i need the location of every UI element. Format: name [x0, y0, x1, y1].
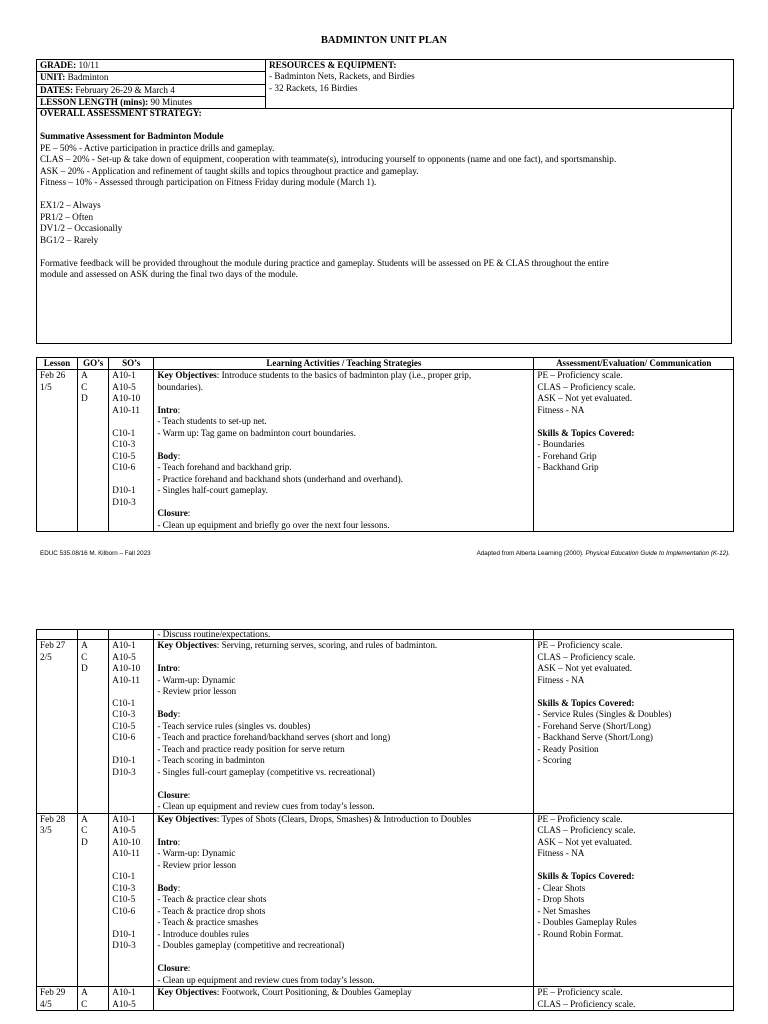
scale-item: PR1/2 – Often [40, 211, 94, 222]
assessment-line: Fitness - NA [537, 404, 585, 415]
so-item: A10-5 [112, 381, 136, 392]
so-item: C10-1 [112, 871, 136, 881]
so-item: C10-5 [112, 894, 136, 904]
blank-line [112, 917, 150, 929]
assessment-cell [534, 640, 734, 814]
unit-cell [37, 72, 266, 84]
lesson-row [37, 370, 734, 532]
assessment-line: - Backhand Serve (Short/Long) [537, 732, 653, 742]
activity-line: - Teach and practice forehand/backhand serves (short and long) [157, 732, 391, 742]
grade-value: 10/11 [78, 60, 100, 70]
scale-item: BG1/2 – Rarely [40, 234, 99, 245]
criteria-item: CLAS – 20% - Set-up & take down of equipment, cooperation with teammate(s), introducing yourself to opponents (name and one fact), and sportsmanship. [40, 154, 617, 164]
activity-line: Body: [157, 450, 181, 461]
col-activities: Learning Activities / Teaching Strategies [154, 358, 534, 370]
criteria-item: Fitness – 10% - Assessed through participation on Fitness Friday during module (March 1). [40, 177, 377, 187]
assessment-line: - Forehand Grip [537, 450, 597, 461]
length-label: LESSON LENGTH (mins): [40, 96, 149, 107]
lesson-date-cell [37, 370, 78, 532]
go-item: D [81, 393, 88, 403]
scale-item: EX1/2 – Always [40, 200, 101, 210]
blank-line [157, 393, 530, 405]
activity-line: Closure: [157, 508, 191, 518]
go-item: C [81, 381, 88, 392]
assessment-line: CLAS – Proficiency scale. [537, 381, 636, 392]
lesson-date: 3/5 [40, 825, 52, 835]
lesson-date: Feb 29 [40, 987, 66, 997]
assessment-line: PE – Proficiency scale. [537, 987, 623, 997]
feedback-text: module and assessed on ASK during the final two days of the module. [40, 269, 298, 279]
blank-line [157, 439, 530, 451]
assessment-line: PE – Proficiency scale. [537, 370, 623, 380]
footer-citation: Adapted from Alberta Learning (2000). [476, 550, 586, 557]
continued-text: - Discuss routine/expectations. [154, 630, 534, 640]
activity-line: - Teach service rules (singles vs. doubles) [157, 720, 311, 731]
so-item: C10-3 [112, 439, 136, 449]
summative-title: Summative Assessment for Badminton Module [40, 131, 224, 141]
assessment-line: Skills & Topics Covered: [537, 427, 635, 438]
assessment-line: - Forehand Serve (Short/Long) [537, 720, 651, 731]
so-item: A10-11 [112, 404, 140, 415]
blank-line [157, 497, 530, 509]
blank-line [112, 686, 150, 698]
activity-line: - Teach & practice drop shots [157, 905, 266, 916]
so-item: A10-11 [112, 674, 140, 685]
assessment-line: CLAS – Proficiency scale. [537, 825, 636, 835]
so-item: C10-1 [112, 697, 136, 708]
activity-line: Key Objectives: Introduce students to the basics of badminton play (i.e., proper grip, [157, 370, 472, 380]
go-cell [78, 370, 109, 532]
activity-line: Closure: [157, 789, 191, 800]
blank-line [157, 952, 530, 964]
so-item: D10-3 [112, 766, 136, 777]
activity-line: - Warm-up: Dynamic [157, 848, 236, 858]
so-item: C10-3 [112, 882, 136, 893]
so-item: C10-5 [112, 720, 136, 731]
go-cell [78, 813, 109, 987]
length-cell [37, 96, 266, 108]
activity-line: - Teach students to set-up net. [157, 416, 267, 426]
so-item: A10-5 [112, 651, 136, 662]
assessment-line: - Boundaries [537, 439, 585, 449]
activity-line: - Review prior lesson [157, 686, 237, 696]
assessment-line: CLAS – Proficiency scale. [537, 998, 636, 1009]
lesson-date: 4/5 [40, 998, 52, 1009]
assessment-line: - Service Rules (Singles & Doubles) [537, 709, 672, 719]
assessment-line: Skills & Topics Covered: [537, 871, 635, 881]
go-item: D [81, 663, 88, 673]
lesson-date-cell [37, 813, 78, 987]
lesson-date: Feb 28 [40, 813, 66, 824]
blank-line [157, 652, 530, 664]
go-cell [78, 640, 109, 814]
assessment-line: - Clear Shots [537, 882, 586, 893]
blank-line [112, 860, 150, 872]
so-item: A10-1 [112, 370, 136, 380]
activity-line: - Warm-up: Dynamic [157, 674, 236, 685]
activity-line: Key Objectives: Types of Shots (Clears, Drops, Smashes) & Introduction to Doubles [157, 813, 472, 824]
feedback-text: Formative feedback will be provided throughout the module during practice and gameplay. Students will be assessed on PE & CLAS throughout the entire [40, 257, 609, 268]
footer-right [477, 548, 730, 560]
blank-line [157, 871, 530, 883]
blank-line [157, 698, 530, 710]
go-item: C [81, 651, 88, 662]
activity-line: Key Objectives: Serving, returning serves, scoring, and rules of badminton. [157, 640, 438, 650]
blank-line [537, 860, 730, 872]
go-item: D [81, 836, 88, 847]
lesson-row [37, 987, 734, 1011]
activity-line: - Review prior lesson [157, 859, 237, 870]
assessment-line: Fitness - NA [537, 848, 585, 858]
blank-line [157, 778, 530, 790]
blank-line [157, 825, 530, 837]
activity-line: - Singles full-court gameplay (competitive vs. recreational) [157, 766, 375, 777]
assessment-line: Fitness - NA [537, 674, 585, 685]
activity-line: - Teach & practice clear shots [157, 894, 267, 904]
blank-line [112, 474, 150, 486]
go-item: A [81, 370, 88, 380]
so-item: C10-5 [112, 450, 136, 461]
so-item: A10-1 [112, 987, 136, 997]
grade-cell [37, 60, 266, 72]
go-item: A [81, 987, 88, 997]
activities-cell [154, 813, 534, 987]
so-item: C10-1 [112, 427, 136, 438]
so-item: C10-3 [112, 709, 136, 719]
assessment-line: - Net Smashes [537, 905, 591, 916]
header-table [36, 59, 734, 109]
activity-line: - Clean up equipment and review cues from today’s lesson. [157, 801, 375, 811]
assessment-line: ASK – Not yet evaluated. [537, 836, 633, 847]
activity-line: Intro: [157, 663, 181, 673]
assessment-cell [534, 813, 734, 987]
activity-line: Intro: [157, 404, 181, 415]
assessment-heading: OVERALL ASSESSMENT STRATEGY: [40, 108, 202, 118]
so-item: D10-1 [112, 755, 136, 765]
so-cell [109, 813, 154, 987]
go-item: C [81, 825, 88, 835]
blank-line [112, 416, 150, 428]
lesson-date: 1/5 [40, 381, 52, 392]
assessment-line: Skills & Topics Covered: [537, 697, 635, 708]
assessment-line: - Scoring [537, 755, 572, 765]
assessment-line: - Drop Shots [537, 894, 585, 904]
so-cell [109, 987, 154, 1011]
col-so: SO’s [109, 358, 154, 370]
activity-line: - Singles half-court gameplay. [157, 485, 268, 495]
footer-left: EDUC 535.08/16 M. Kilborn – Fall 2023 [40, 550, 151, 557]
so-item: C10-6 [112, 732, 136, 742]
assessment-line: PE – Proficiency scale. [537, 640, 623, 650]
activity-line: - Introduce doubles rules [157, 928, 249, 939]
grade-label: GRADE: [40, 60, 77, 70]
blank-line [537, 416, 730, 428]
criteria-item: PE – 50% - Active participation in practice drills and gameplay. [40, 142, 275, 153]
so-item: D10-1 [112, 485, 136, 495]
dates-label: DATES: [40, 84, 74, 95]
length-value: 90 Minutes [150, 96, 193, 107]
unit-value: Badminton [67, 72, 109, 83]
assessment-line: ASK – Not yet evaluated. [537, 393, 633, 403]
activity-line: boundaries). [157, 381, 203, 392]
lesson-date-cell [37, 987, 78, 1011]
assessment-cell [534, 987, 734, 1011]
go-item: A [81, 813, 88, 824]
document-title: BADMINTON UNIT PLAN [320, 35, 448, 46]
so-item: A10-1 [112, 640, 136, 650]
assessment-line: - Ready Position [537, 743, 599, 754]
activity-line: - Teach forehand and backhand grip. [157, 462, 292, 472]
so-item: A10-11 [112, 848, 140, 858]
activity-line: Intro: [157, 836, 181, 847]
unit-label: UNIT: [40, 72, 66, 83]
so-item: D10-1 [112, 928, 136, 939]
so-item: A10-10 [112, 663, 141, 673]
empty-cell [109, 630, 154, 640]
lesson-row [37, 813, 734, 987]
so-cell [109, 640, 154, 814]
assessment-line: CLAS – Proficiency scale. [537, 651, 636, 662]
so-item: D10-3 [112, 496, 136, 507]
resource-item: - 32 Rackets, 16 Birdies [269, 82, 358, 93]
footer-citation-title: Physical Education Guide to Implementation (K-12). [585, 550, 730, 557]
so-item: A10-10 [112, 393, 141, 403]
go-item: A [81, 640, 88, 650]
activity-line: - Teach & practice smashes [157, 917, 259, 927]
lesson-table-page-2 [36, 629, 734, 1011]
col-lesson: Lesson [37, 358, 78, 370]
assessment-cell [534, 370, 734, 532]
assessment-line: ASK – Not yet evaluated. [537, 663, 633, 673]
empty-cell [534, 630, 734, 640]
resources-label: RESOURCES & EQUIPMENT: [269, 60, 397, 70]
activity-line: - Teach scoring in badminton [157, 755, 265, 765]
assessment-line: PE – Proficiency scale. [537, 813, 623, 824]
resource-item: - Badminton Nets, Rackets, and Birdies [269, 71, 415, 82]
activity-line: - Teach and practice ready position for serve return [157, 743, 345, 754]
scale-item: DV1/2 – Occasionally [40, 223, 123, 233]
col-assessment: Assessment/Evaluation/ Communication [534, 358, 734, 370]
assessment-line: - Doubles Gameplay Rules [537, 917, 637, 927]
activity-line: - Clean up equipment and briefly go over the next four lessons. [157, 519, 390, 530]
lesson-date-cell [37, 640, 78, 814]
empty-cell [37, 630, 78, 640]
assessment-line: - Round Robin Format. [537, 928, 624, 939]
criteria-item: ASK – 20% - Application and refinement of taught skills and topics throughout practice and gameplay. [40, 165, 419, 176]
dates-value: February 26-29 & March 4 [75, 84, 175, 95]
col-go: GO’s [78, 358, 109, 370]
activity-line: - Practice forehand and backhand shots (underhand and overhand). [157, 473, 403, 484]
so-item: C10-6 [112, 462, 136, 472]
so-item: C10-6 [112, 905, 136, 916]
go-item: C [81, 998, 88, 1009]
so-item: A10-5 [112, 825, 136, 835]
dates-cell [37, 84, 266, 96]
lesson-date: Feb 27 [40, 640, 66, 650]
activity-line: Body: [157, 709, 181, 719]
assessment-line: - Backhand Grip [537, 462, 599, 472]
activities-cell [154, 370, 534, 532]
activity-line: Key Objectives: Footwork, Court Positioning, & Doubles Gameplay [157, 987, 412, 997]
activities-cell [154, 987, 534, 1011]
so-item: A10-10 [112, 836, 141, 847]
blank-line [112, 744, 150, 756]
so-item: A10-5 [112, 998, 136, 1009]
activity-line: - Clean up equipment and review cues from today’s lesson. [157, 974, 375, 985]
activity-line: - Warm up: Tag game on badminton court boundaries. [157, 427, 356, 438]
so-item: D10-3 [112, 940, 136, 950]
activity-line: Body: [157, 882, 181, 893]
continued-row [37, 630, 734, 640]
assessment-strategy [36, 108, 732, 344]
empty-cell [78, 630, 109, 640]
resources-cell [266, 60, 734, 109]
so-cell [109, 370, 154, 532]
lesson-table-page-1 [36, 357, 734, 532]
blank-line [537, 686, 730, 698]
lesson-row [37, 640, 734, 814]
go-cell [78, 987, 109, 1011]
lesson-date: 2/5 [40, 651, 52, 662]
so-item: A10-1 [112, 813, 136, 824]
activity-line: Closure: [157, 963, 191, 973]
lesson-date: Feb 26 [40, 370, 66, 380]
activity-line: - Doubles gameplay (competitive and recreational) [157, 940, 345, 950]
activities-cell [154, 640, 534, 814]
